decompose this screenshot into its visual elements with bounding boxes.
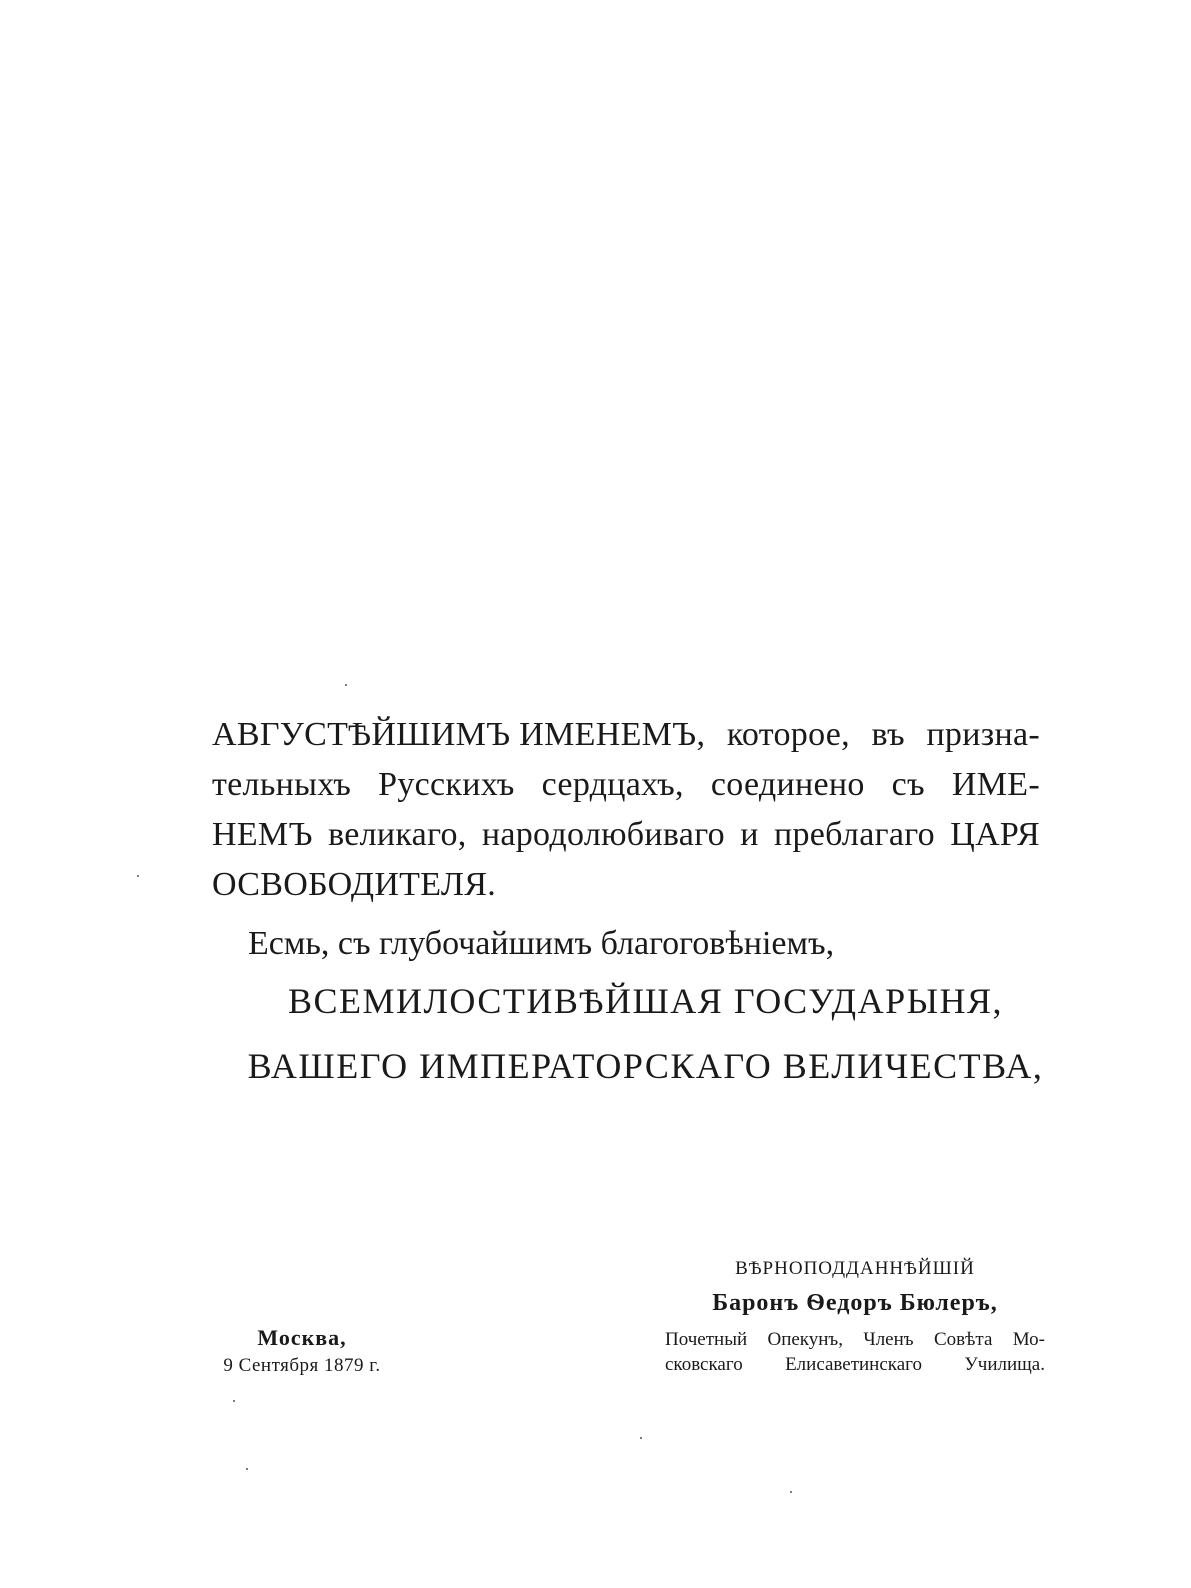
signature-block [665, 1258, 1045, 1377]
paragraph-word: сердцахъ, [541, 766, 684, 803]
paragraph-word: великаго, [328, 816, 467, 853]
paragraph-word: ЦАРЯ [950, 816, 1040, 853]
paragraph-line-2 [212, 760, 1040, 810]
paragraph-word: преблагаго [773, 816, 935, 853]
paragraph-word: Русскихъ [378, 766, 515, 803]
paragraph-word: НЕМЪ [212, 816, 313, 853]
paragraph-line-1 [212, 710, 1040, 760]
paragraph-word: народолюбиваго [481, 816, 725, 853]
paper-speck [790, 1491, 792, 1493]
paper-speck [233, 1400, 235, 1402]
paragraph-word: ИМЕ- [951, 766, 1040, 803]
paper-speck [345, 684, 347, 686]
paragraph-word: въ [871, 716, 905, 753]
closing-formula: Есмь, съ глубочайшимъ благоговѣніемъ, [248, 925, 835, 962]
place-date-block [212, 1325, 392, 1377]
place-date: 9 Сентября 1879 г. [223, 1355, 381, 1376]
address-majesty: ВАШЕГО ИМПЕРАТОРСКАГО ВЕЛИЧЕСТВА, [247, 1046, 1044, 1086]
paragraph-word: тельныхъ [212, 766, 352, 803]
paper-speck [246, 1468, 248, 1470]
dedication-paragraph [212, 710, 1040, 910]
signature-position [665, 1327, 1045, 1377]
signature-position-line: Почетный Опекунъ, Членъ Совѣта Мо- [665, 1329, 1045, 1350]
paragraph-line-4 [212, 860, 1040, 910]
paragraph-word: соединено [710, 766, 865, 803]
paragraph-word: съ [891, 766, 925, 803]
paragraph-word: которое, [726, 716, 850, 753]
paragraph-line-3 [212, 810, 1040, 860]
paragraph-word: АВГУСТѢЙШИМЪ ИМЕНЕМЪ, [212, 716, 706, 753]
paragraph-word: ОСВОБОДИТЕЛЯ. [212, 866, 497, 903]
signature-name: Баронъ Ѳедоръ Бюлеръ, [712, 1290, 998, 1316]
signature-position-line: сковскаго Елисаветинскаго Училища. [665, 1354, 1045, 1375]
paragraph-word: и [740, 816, 759, 853]
address-sovereign: ВСЕМИЛОСТИВѢЙШАЯ ГОСУДАРЫНЯ, [287, 981, 1004, 1021]
place-city: Москва, [257, 1325, 347, 1350]
paper-speck [137, 875, 139, 877]
paragraph-word: призна- [926, 716, 1040, 753]
signature-subject: ВѢРНОПОДДАННѢЙШІЙ [735, 1258, 975, 1279]
paper-speck [640, 1437, 642, 1439]
